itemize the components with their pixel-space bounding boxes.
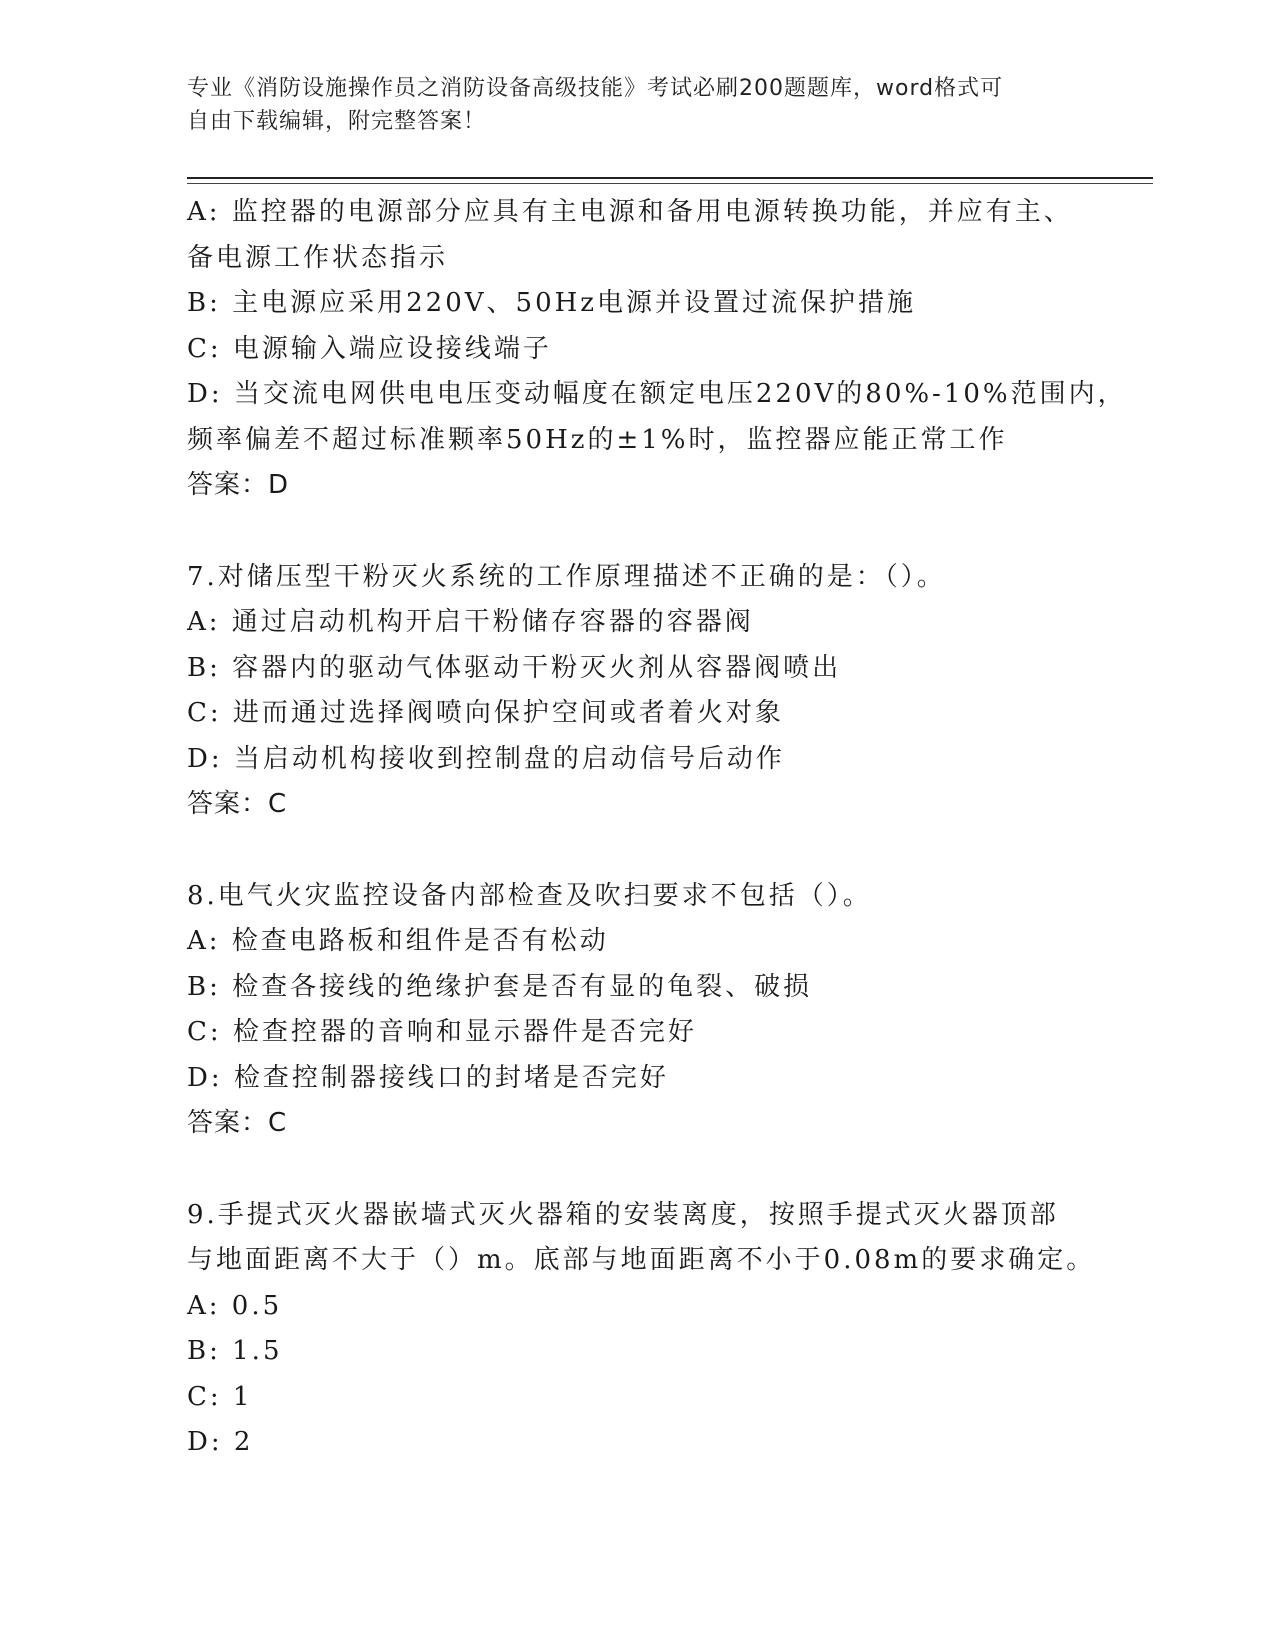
question-8 [187, 874, 1087, 1147]
q7-option-d: D: 当启动机构接收到控制盘的启动信号后动作 [187, 743, 785, 774]
q7-answer: 答案：C [187, 789, 288, 819]
header-rule-thick [187, 177, 1153, 179]
q9-option-c: C: 1 [187, 1381, 253, 1412]
q6-answer: 答案：D [187, 470, 290, 500]
q6-option-d-line-2: 频率偏差不超过标准颗率50Hz的±1%时，监控器应能正常工作 [187, 424, 1008, 455]
q7-option-b: B: 容器内的驱动气体驱动干粉灭火剂从容器阀喷出 [187, 652, 842, 683]
header-rule-thin [187, 183, 1153, 184]
document-header [187, 72, 1087, 138]
question-6 [187, 190, 1127, 509]
spacer [187, 828, 1087, 874]
q9-option-a: A: 0.5 [187, 1290, 283, 1321]
q7-option-a: A: 通过启动机构开启干粉储存容器的容器阀 [187, 607, 754, 637]
q8-option-d: D: 检查控制器接线口的封堵是否完好 [187, 1062, 669, 1093]
question-9 [187, 1193, 1096, 1466]
q9-option-d: D: 2 [187, 1427, 254, 1457]
spacer [187, 1147, 1087, 1193]
spacer [187, 509, 1087, 555]
question-list [187, 190, 1127, 1466]
question-7 [187, 555, 1087, 828]
q8-option-a: A: 检查电路板和组件是否有松动 [187, 926, 609, 956]
q8-answer: 答案：C [187, 1108, 288, 1138]
q9-question-line-1: 9.手提式灭火器嵌墙式灭火器箱的安装离度，按照手提式灭火器顶部 [187, 1199, 1059, 1230]
q8-option-c: C: 检查控器的音响和显示器件是否完好 [187, 1017, 697, 1047]
q6-option-b: B: 主电源应采用220V、50Hz电源并设置过流保护措施 [187, 288, 916, 318]
q8-question: 8.电气火灾监控设备内部检查及吹扫要求不包括（）。 [187, 880, 872, 911]
q6-option-a-line-1: A: 监控器的电源部分应具有主电源和备用电源转换功能，并应有主、 [187, 197, 1073, 227]
q6-option-d-line-1: D: 当交流电网供电电压变动幅度在额定电压220V的80%-10%范围内， [187, 379, 1127, 409]
q6-option-a-line-2: 备电源工作状态指示 [187, 242, 449, 273]
header-title-line-2: 自由下载编辑，附完整答案！ [187, 109, 487, 134]
q9-option-b: B: 1.5 [187, 1336, 283, 1366]
q7-question: 7.对储压型干粉灭火系统的工作原理描述不正确的是：（）。 [187, 561, 946, 592]
header-title-line-1: 专业《消防设施操作员之消防设备高级技能》考试必刷200题题库，word格式可 [187, 76, 1004, 101]
q6-option-c: C: 电源输入端应设接线端子 [187, 333, 552, 364]
q9-question-line-2: 与地面距离不大于（）m。底部与地面距离不小于0.08m的要求确定。 [187, 1245, 1096, 1275]
q8-option-b: B: 检查各接线的绝缘护套是否有显的龟裂、破损 [187, 971, 813, 1002]
q7-option-c: C: 进而通过选择阀喷向保护空间或者着火对象 [187, 698, 784, 728]
